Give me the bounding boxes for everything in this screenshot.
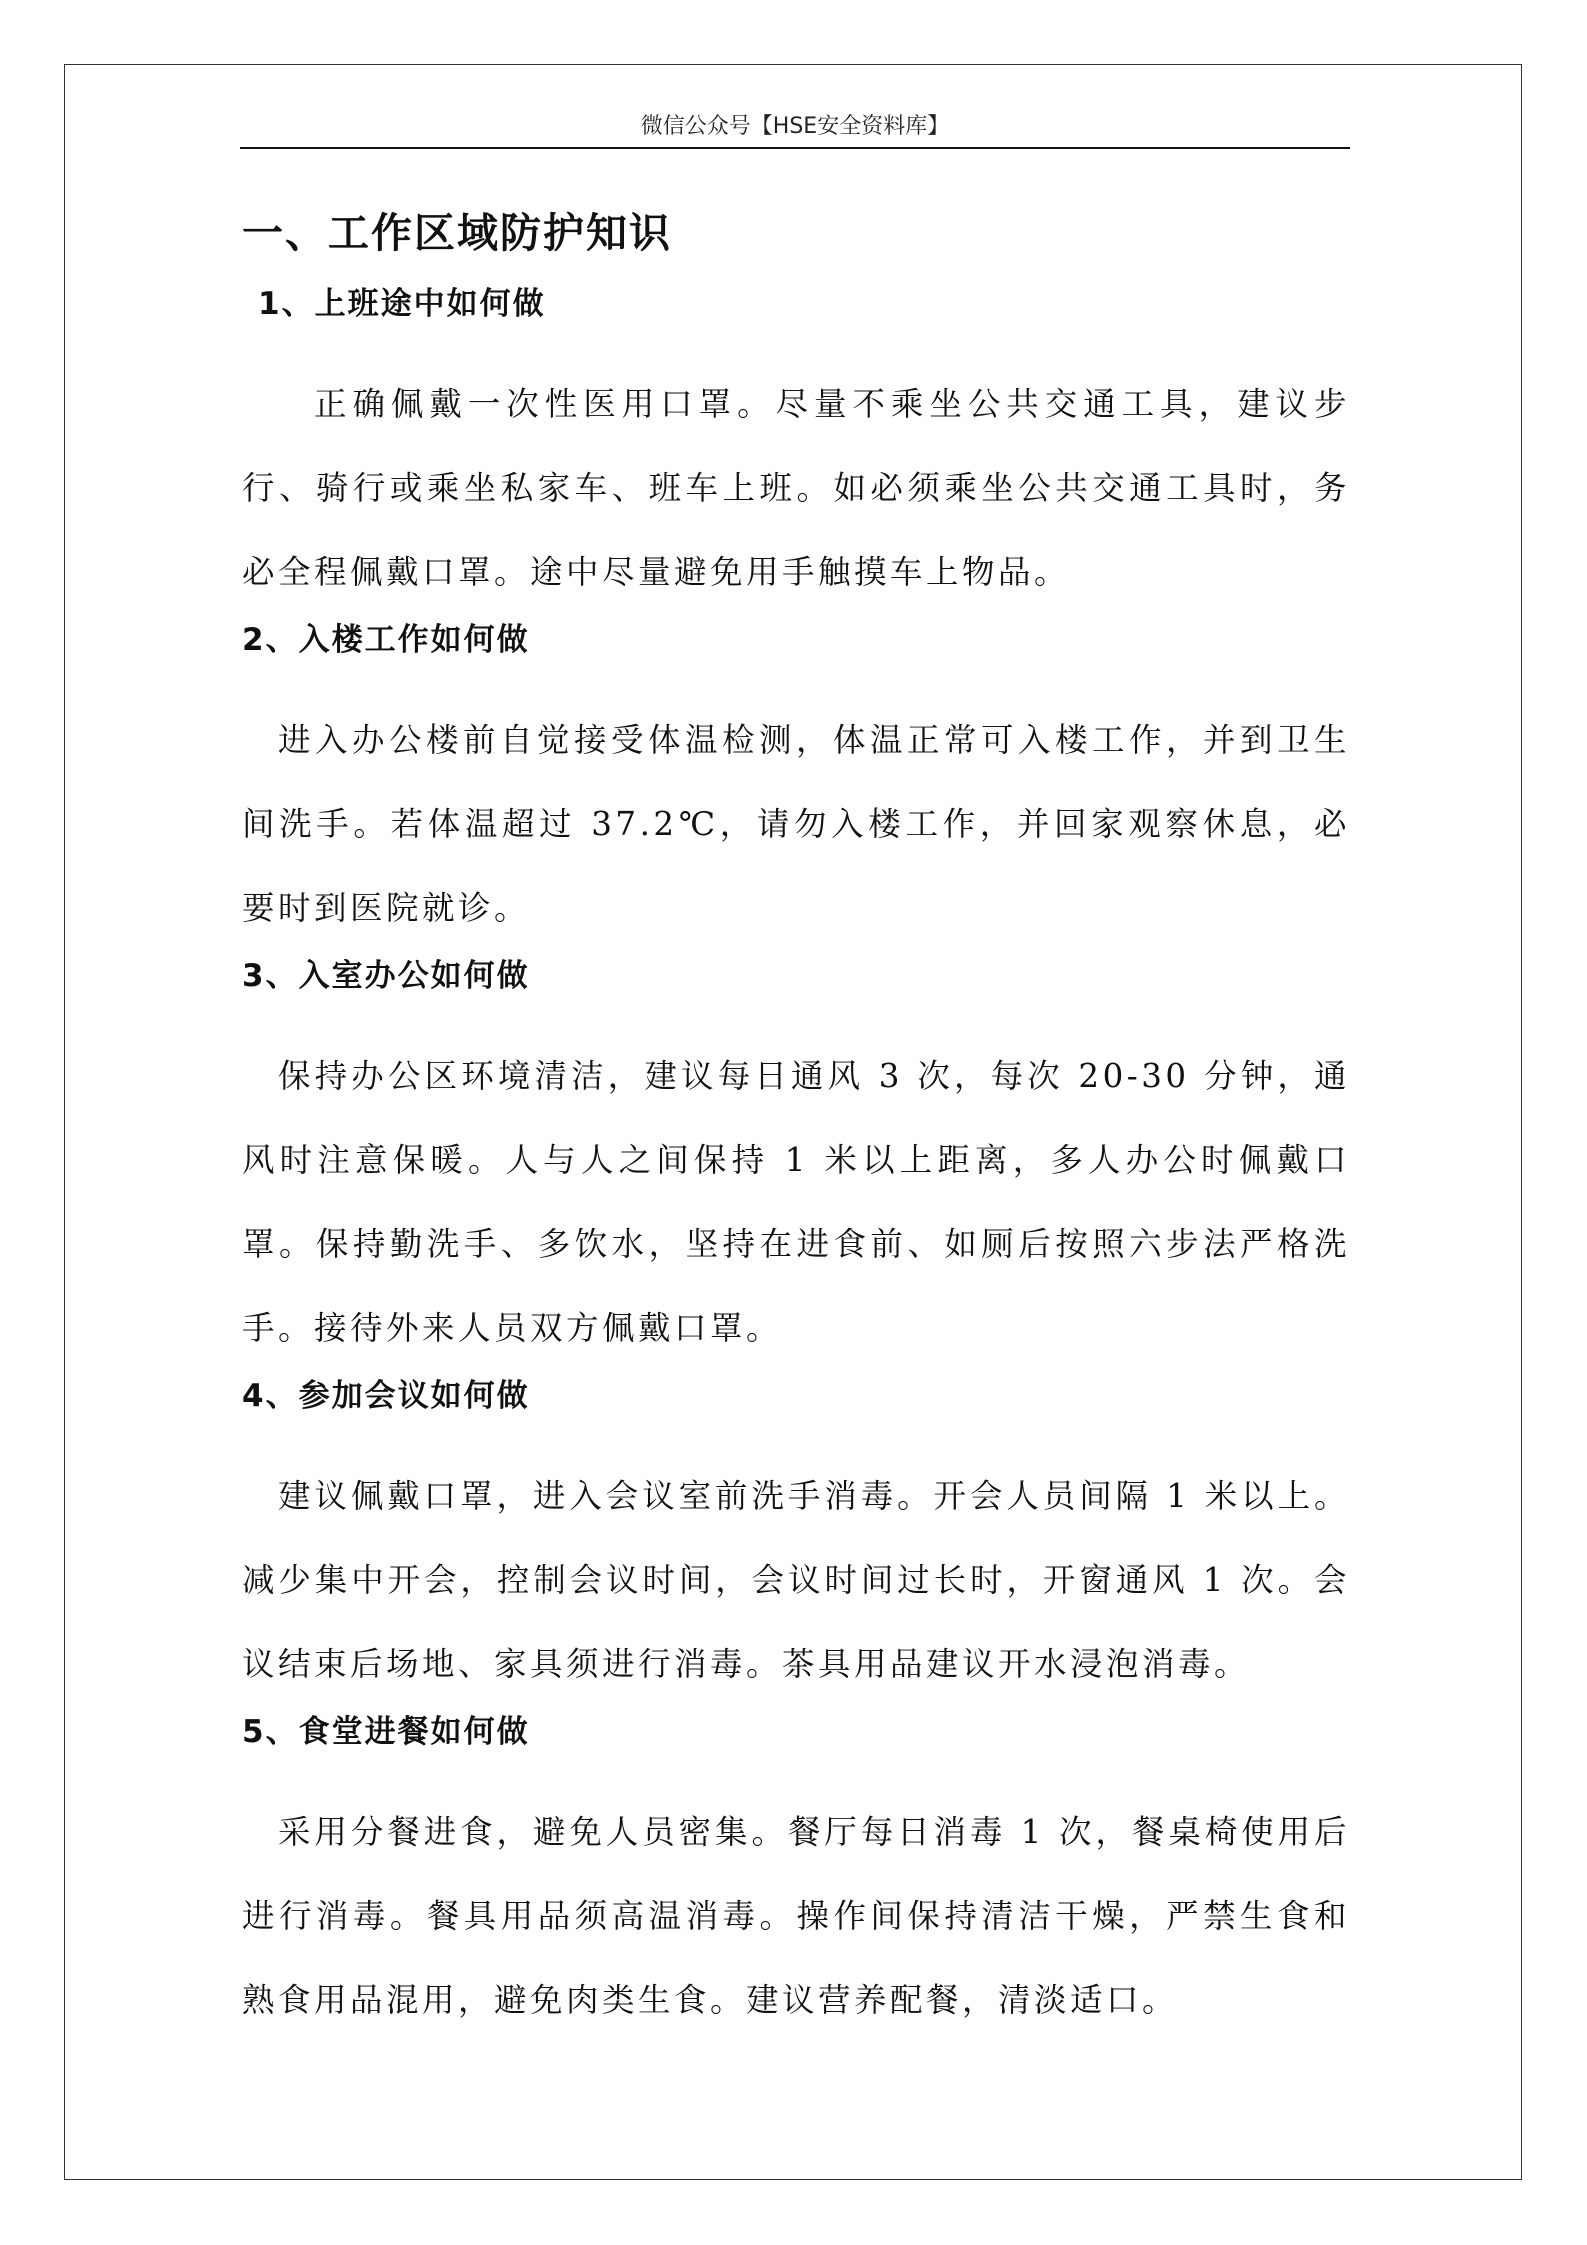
header-text: 微信公众号【HSE安全资料库】 <box>640 114 950 139</box>
page-header <box>240 113 1350 149</box>
item-heading-1: 1、上班途中如何做 <box>258 286 546 322</box>
item-heading-3: 3、入室办公如何做 <box>242 958 530 994</box>
item-body-4: 建议佩戴口罩，进入会议室前洗手消毒。开会人员间隔 1 米以上。减少集中开会，控制会议时间，会议时间过长时，开窗通风 1 次。会议结束后场地、家具须进行消毒。茶具用品建议开水浸泡消毒。 <box>242 1477 1350 1683</box>
item-body-1: 正确佩戴一次性医用口罩。尽量不乘坐公共交通工具，建议步行、骑行或乘坐私家车、班车上班。如必须乘坐公共交通工具时，务必全程佩戴口罩。途中尽量避免用手触摸车上物品。 <box>242 385 1350 591</box>
document-body <box>242 190 1350 2046</box>
item-body-5: 采用分餐进食，避免人员密集。餐厅每日消毒 1 次，餐桌椅使用后进行消毒。餐具用品须高温消毒。操作间保持清洁干燥，严禁生食和熟食用品混用，避免肉类生食。建议营养配餐，清淡适口。 <box>242 1813 1350 2019</box>
item-body-3: 保持办公区环境清洁，建议每日通风 3 次，每次 20-30 分钟，通风时注意保暖。人与人之间保持 1 米以上距离，多人办公时佩戴口罩。保持勤洗手、多饮水，坚持在进食前、如厕后按照六步法严格洗手。接待外来人员双方佩戴口罩。 <box>242 1057 1350 1347</box>
item-heading-2: 2、入楼工作如何做 <box>242 622 530 658</box>
section-title: 一、工作区域防护知识 <box>242 209 672 257</box>
item-body-2: 进入办公楼前自觉接受体温检测，体温正常可入楼工作，并到卫生间洗手。若体温超过 37.2℃，请勿入楼工作，并回家观察休息，必要时到医院就诊。 <box>242 721 1350 927</box>
item-heading-5: 5、食堂进餐如何做 <box>242 1714 530 1750</box>
item-heading-4: 4、参加会议如何做 <box>242 1378 530 1414</box>
